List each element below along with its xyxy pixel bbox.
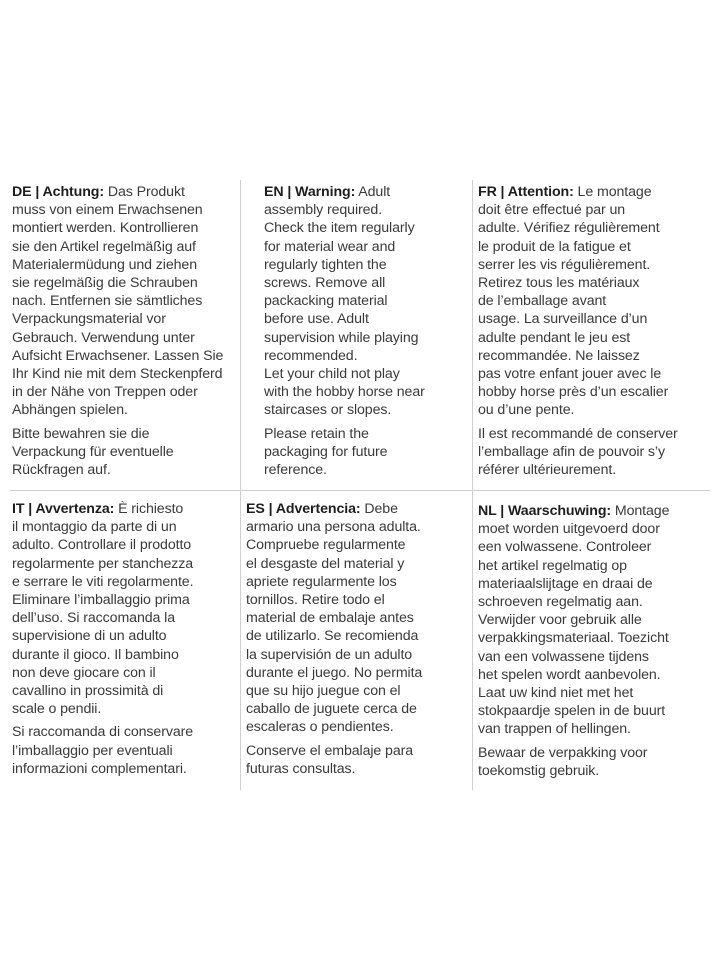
notice-en-text <box>264 183 470 420</box>
notice-es-retain: Conserve el embalaje para futuras consultas. <box>246 742 414 777</box>
notice-en <box>264 183 470 479</box>
notice-it <box>12 500 240 778</box>
notice-de-text <box>12 183 240 420</box>
notice-de <box>12 183 240 479</box>
notice-it-body: È richiesto il montaggio da parte di un adulto. Controllare il prodotto regolarmente per stanchezza e serrare le viti regolarmente. Eliminare l’imballaggio prima dell’uso. Si raccomanda la supervisione di un adulto durante il gioco. Il bambino non deve giocare con il cavallino in prossimità di scale o pendii. <box>12 501 194 718</box>
notice-nl <box>478 502 716 780</box>
notice-es <box>246 500 470 778</box>
notice-de-label: DE | Achtung: <box>12 184 104 200</box>
notice-fr-retain: Il est recommandé de conserver l’emballage afin de pouvoir s’y référer ultérieurement. <box>478 425 678 479</box>
notice-fr-label: FR | Attention: <box>478 184 574 200</box>
notice-fr-text <box>478 183 716 420</box>
notice-nl-text <box>478 502 716 739</box>
notice-de-body: Das Produkt muss von einem Erwachsenen montiert werden. Kontrollieren sie den Artikel regelmäßig auf Materialermüdung und ziehen sie regelmäßig die Schrauben nach. Entfernen sie sämtliches Verpackungsmaterial vor Gebrauch. Verwendung unter Aufsicht Erwachsener. Lassen Sie Ihr Kind nie mit dem Steckenpferd in der Nähe von Treppen oder Abhängen spielen. <box>12 184 224 419</box>
notice-nl-retain: Bewaar de verpakking voor toekomstig gebruik. <box>478 744 648 779</box>
row-divider <box>10 490 710 491</box>
notice-it-retain: Si raccomanda di conservare l’imballaggio per eventuali informazioni complementari. <box>12 724 194 777</box>
notice-it-text <box>12 500 240 718</box>
notice-it-label: IT | Avvertenza: <box>12 501 115 517</box>
column-divider-left <box>240 180 241 790</box>
notice-fr <box>478 183 716 479</box>
notice-fr-body: Le montage doit être effectué par un adulte. Vérifiez régulièrement le produit de la fatigue et serrer les vis régulièrement. Retirez tous les matériaux de l’emballage avant usage. La surveillance d’un adulte pendant le jeu est recommandée. Ne laissez pas votre enfant jouer avec le hobby horse près d’un escalier ou d’une pente. <box>478 184 669 419</box>
notice-en-body: Adult assembly required. Check the item regularly for material wear and regularly tighten the screws. Remove all packacking material before use. Adult supervision while playing recommended. Let your child not play with the hobby horse near staircases or slopes. <box>264 184 425 419</box>
notice-en-label: EN | Warning: <box>264 184 356 200</box>
notice-es-body: Debe armario una persona adulta. Compruebe regularmente el desgaste del material y apriete regularmente los tornillos. Retire todo el material de embalaje antes de utilizarlo. Se recomienda la supervisión de un adulto durante el juego. No permita que su hijo juegue con el caballo de juguete cerca de escaleras o pendientes. <box>246 501 423 736</box>
notice-nl-label: NL | Waarschuwing: <box>478 503 612 519</box>
notice-de-retain: Bitte bewahren sie die Verpackung für eventuelle Rückfragen auf. <box>12 425 174 479</box>
notice-es-text <box>246 500 470 737</box>
notice-es-label: ES | Advertencia: <box>246 501 361 517</box>
notice-en-retain: Please retain the packaging for future reference. <box>264 425 388 479</box>
notice-nl-body: Montage moet worden uitgevoerd door een volwassene. Controleer het artikel regelmatig op materiaalslijtage en draai de schroeven regelmatig aan. Verwijder voor gebruik alle verpakkingsmateriaal. Toezicht van een volwassene tijdens het spelen wordt aanbevolen. Laat uw kind niet met het stokpaardje spelen in de buurt van trappen of hellingen. <box>478 503 670 738</box>
column-divider-right <box>472 180 473 790</box>
